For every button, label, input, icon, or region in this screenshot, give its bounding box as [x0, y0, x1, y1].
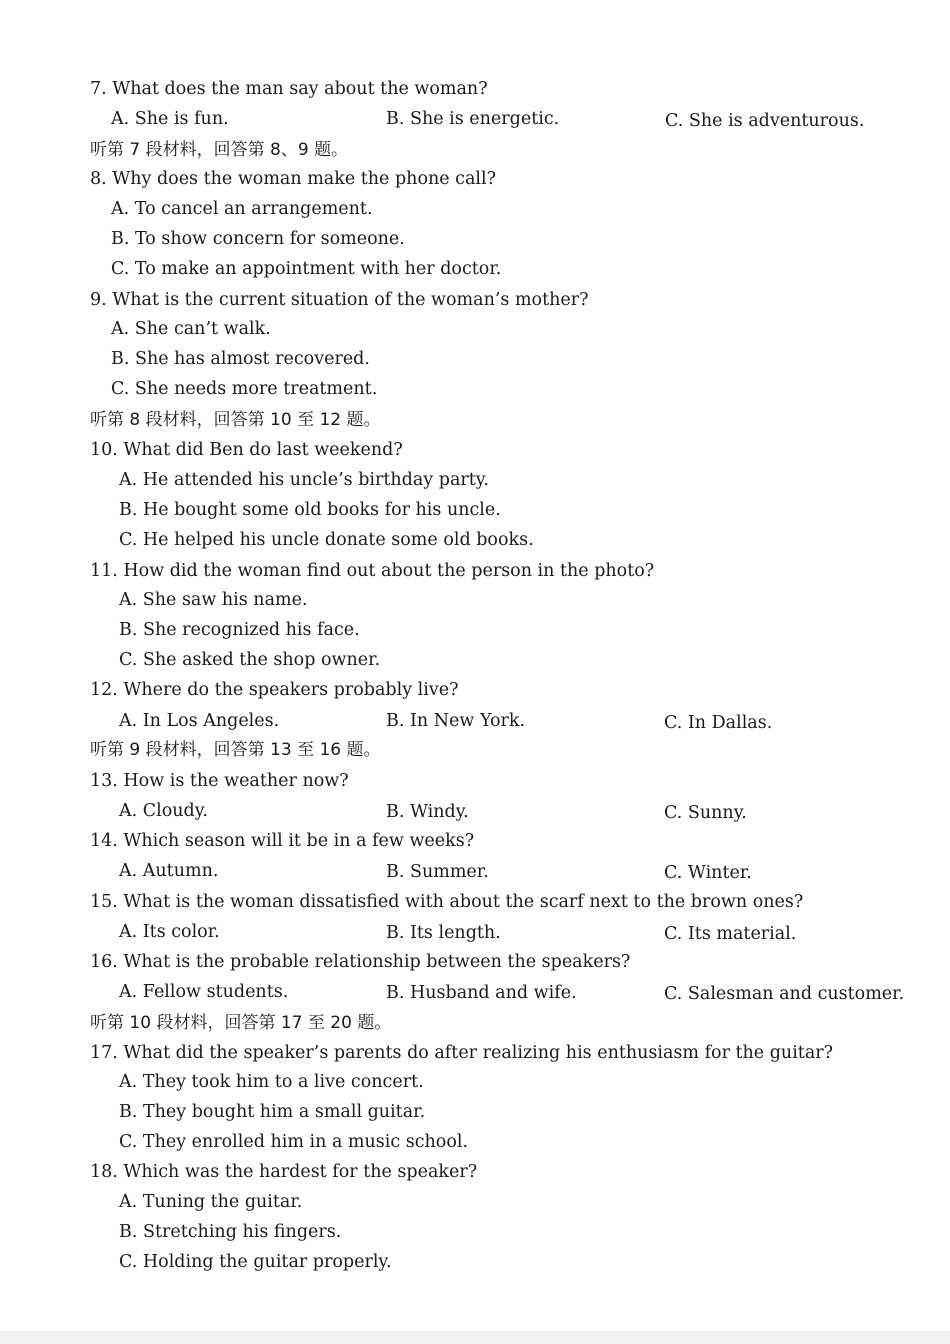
question-10-option-b: B. He bought some old books for his uncle. [119, 500, 501, 520]
question-15-stem: 15. What is the woman dissatisfied with about the scarf next to the brown ones? [90, 892, 804, 912]
question-12-option-b: B. In New York. [386, 711, 526, 731]
question-10-stem: 10. What did Ben do last weekend? [90, 440, 403, 460]
question-17-option-c: C. They enrolled him in a music school. [119, 1132, 469, 1152]
question-12-option-a: A. In Los Angeles. [119, 711, 280, 731]
question-14-option-c: C. Winter. [664, 863, 752, 883]
question-12-option-c: C. In Dallas. [664, 713, 773, 733]
question-8-option-b: B. To show concern for someone. [111, 229, 405, 249]
question-7-option-b: B. She is energetic. [386, 109, 560, 129]
question-9-option-b: B. She has almost recovered. [111, 349, 370, 369]
question-7-option-a: A. She is fun. [111, 109, 229, 129]
question-18-option-a: A. Tuning the guitar. [119, 1192, 303, 1212]
question-13-stem: 13. How is the weather now? [90, 771, 349, 791]
question-12-stem: 12. Where do the speakers probably live? [90, 680, 459, 700]
question-13-option-c: C. Sunny. [664, 803, 747, 823]
question-10-option-a: A. He attended his uncle’s birthday party. [119, 470, 489, 490]
question-14-option-a: A. Autumn. [119, 861, 219, 881]
question-18-stem: 18. Which was the hardest for the speaker? [90, 1162, 478, 1182]
section-9-header: 听第 9 段材料，回答第 13 至 16 题。 [90, 740, 381, 760]
section-8-header: 听第 8 段材料，回答第 10 至 12 题。 [90, 410, 381, 430]
question-11-stem: 11. How did the woman find out about the person in the photo? [90, 561, 655, 581]
question-15-option-b: B. Its length. [386, 923, 501, 943]
question-15-option-c: C. Its material. [664, 924, 797, 944]
question-8-stem: 8. Why does the woman make the phone call? [90, 169, 496, 189]
question-17-option-b: B. They bought him a small guitar. [119, 1102, 426, 1122]
question-16-option-c: C. Salesman and customer. [664, 984, 905, 1004]
section-7-header: 听第 7 段材料，回答第 8、9 题。 [90, 140, 349, 160]
question-7-stem: 7. What does the man say about the woman? [90, 79, 488, 99]
question-18-option-b: B. Stretching his fingers. [119, 1222, 342, 1242]
question-14-option-b: B. Summer. [386, 862, 489, 882]
question-11-option-b: B. She recognized his face. [119, 620, 360, 640]
question-9-option-a: A. She can’t walk. [111, 319, 271, 339]
question-17-option-a: A. They took him to a live concert. [119, 1072, 424, 1092]
question-16-option-a: A. Fellow students. [119, 982, 289, 1002]
question-9-stem: 9. What is the current situation of the woman’s mother? [90, 290, 589, 310]
question-15-option-a: A. Its color. [119, 922, 220, 942]
question-7-option-c: C. She is adventurous. [665, 111, 865, 131]
question-18-option-c: C. Holding the guitar properly. [119, 1252, 392, 1272]
question-16-stem: 16. What is the probable relationship between the speakers? [90, 952, 631, 972]
page-bottom-edge [0, 1331, 950, 1344]
question-13-option-a: A. Cloudy. [119, 801, 208, 821]
question-9-option-c: C. She needs more treatment. [111, 379, 378, 399]
question-14-stem: 14. Which season will it be in a few weeks? [90, 831, 475, 851]
question-8-option-c: C. To make an appointment with her doctor. [111, 259, 502, 279]
question-13-option-b: B. Windy. [386, 802, 469, 822]
question-17-stem: 17. What did the speaker’s parents do after realizing his enthusiasm for the guitar? [90, 1043, 834, 1063]
section-10-header: 听第 10 段材料，回答第 17 至 20 题。 [90, 1013, 392, 1033]
question-10-option-c: C. He helped his uncle donate some old books. [119, 530, 534, 550]
question-16-option-b: B. Husband and wife. [386, 983, 577, 1003]
question-8-option-a: A. To cancel an arrangement. [111, 199, 373, 219]
question-11-option-a: A. She saw his name. [119, 590, 308, 610]
question-11-option-c: C. She asked the shop owner. [119, 650, 381, 670]
